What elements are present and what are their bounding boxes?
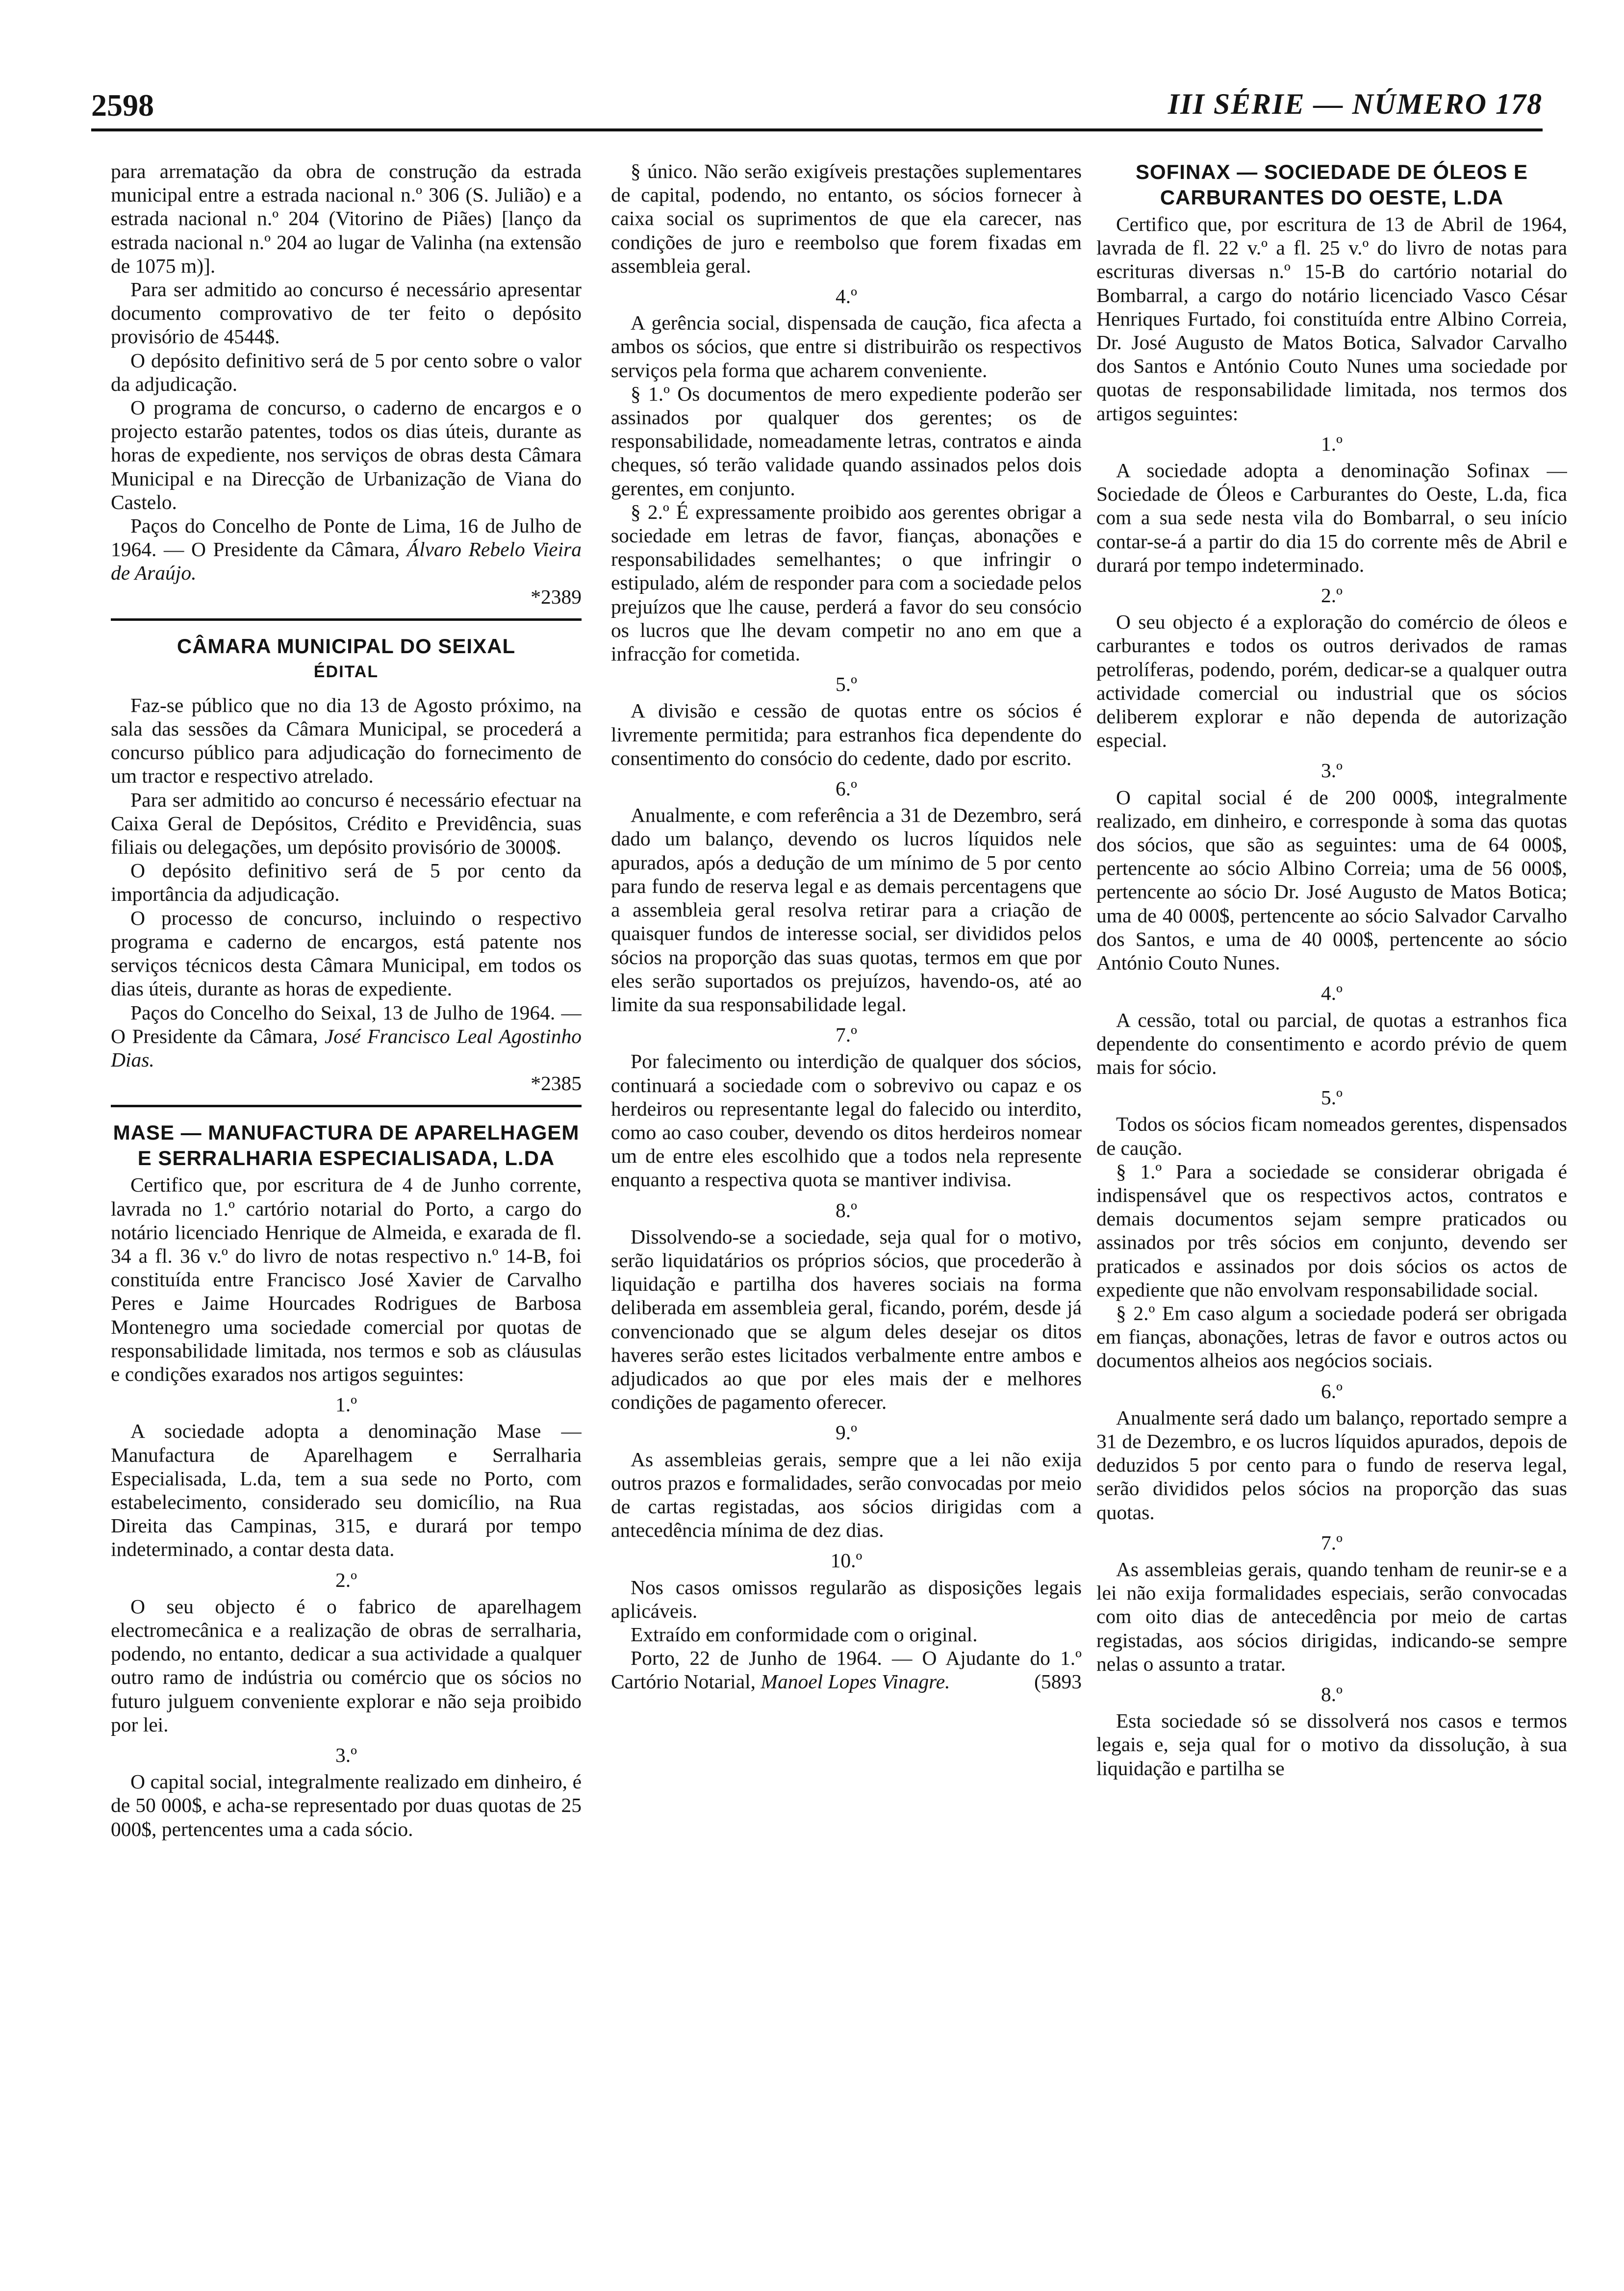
article-number: 4.º xyxy=(836,285,857,308)
paragraph: Por falecimento ou interdição de qualquer dos sócios, continuará a sociedade com o sobrevivo ou capaz e os herdeiros ou representante legal do falecido ou interdito, como ao caso couber, devendo os ditos herdeiros nomear um de entre eles escolhido que a todos nela represente enquanto a respectiva quota se mantiver indivisa. xyxy=(611,1050,1082,1191)
article-number: 1.º xyxy=(1321,432,1343,455)
paragraph: Todos os sócios ficam nomeados gerentes, dispensados de caução. xyxy=(1096,1113,1567,1159)
paragraph: O capital social, integralmente realizado em dinheiro, é de 50 000$, e acha-se representado por duas quotas de 25 000$, pertencentes uma a cada sócio. xyxy=(111,1770,582,1840)
article-number: 5.º xyxy=(1321,1086,1343,1109)
paragraph: A sociedade adopta a denominação Sofinax — Sociedade de Óleos e Carburantes do Oeste, L.da, fica com a sua sede nesta vila do Bombarral, o seu início contar-se-á a partir do dia 15 do corrente mês de Abril e durará por tempo indeterminado. xyxy=(1096,459,1567,576)
signature-paragraph xyxy=(111,514,582,585)
paragraph: § único. Não serão exigíveis prestações suplementares de capital, podendo, no entanto, os sócios fornecer à caixa social os suprimentos de que ela carecer, nas condições de juro e reembolso que forem fixadas em assembleia geral. xyxy=(611,160,1082,277)
article-number: 3.º xyxy=(1321,759,1343,782)
section-rule xyxy=(111,618,582,621)
signature-name: Manoel Lopes Vinagre. xyxy=(761,1670,950,1693)
paragraph: § 2.º Em caso algum a sociedade poderá ser obrigada em fianças, abonações, letras de favor e outros actos ou documentos alheios aos negócios sociais. xyxy=(1096,1301,1567,1372)
section-title: SOFINAX — SOCIEDADE DE ÓLEOS E CARBURANTES DO OESTE, L.DA xyxy=(1135,160,1528,209)
paragraph: As assembleias gerais, sempre que a lei não exija outros prazos e formalidades, serão convocadas por meio de cartas registadas, aos sócios dirigidas com a antecedência mínima de dez dias. xyxy=(611,1448,1082,1542)
signature-name: Álvaro Rebelo Vieira de Araújo. xyxy=(111,538,582,585)
paragraph: Para ser admitido ao concurso é necessário apresentar documento comprovativo de ter feito o depósito provisório de 4544$. xyxy=(111,278,582,348)
paragraph: Certifico que, por escritura de 13 de Abril de 1964, lavrada de fl. 22 v.º a fl. 25 v.º do livro de notas para escrituras diversas n.º 15-B do cartório notarial do Bombarral, a cargo do notário licenciado Vasco César Henriques Furtado, foi constituída entre Albino Correia, Dr. José Augusto de Matos Botica, Salvador Carvalho dos Santos e António Couto Nunes uma sociedade por quotas de responsabilidade limitada, nos termos dos artigos seguintes: xyxy=(1096,213,1567,425)
signature-text: Paços do Concelho de Ponte de Lima, 16 de Julho de 1964. — O Presidente da Câmara, xyxy=(111,514,582,561)
article-number: 3.º xyxy=(335,1743,357,1766)
article-number: 2.º xyxy=(335,1568,357,1591)
reference-number: (5893 xyxy=(1034,1670,1082,1693)
paragraph: Faz-se público que no dia 13 de Agosto próximo, na sala das sessões da Câmara Municipal, se procederá a concurso público para adjudicação do fornecimento de um tractor e respectivo atrelado. xyxy=(111,693,582,788)
article-number: 1.º xyxy=(335,1393,357,1416)
section-title: MASE — MANUFACTURA DE APARELHAGEM E SERRALHARIA ESPECIALISADA, L.DA xyxy=(113,1121,580,1170)
signature-name: José Francisco Leal Agostinho Dias. xyxy=(111,1024,582,1071)
series-label: III SÉRIE — NÚMERO 178 xyxy=(1167,88,1543,120)
article-number: 6.º xyxy=(836,777,857,800)
article-number: 7.º xyxy=(1321,1531,1343,1554)
paragraph: Anualmente, e com referência a 31 de Dezembro, será dado um balanço, devendo os lucros líquidos nele apurados, após a dedução de um mínimo de 5 por cento para fundo de reserva legal e as demais percentagens que a assembleia geral resolva retirar para a criação de quaisquer fundos de interesse social, ser divididos pelos sócios na proporção das suas quotas, termos em que por eles serão suportados os prejuízos, havendo-os, até ao limite da sua responsabilidade legal. xyxy=(611,804,1082,1016)
header-rule xyxy=(91,128,1543,131)
paragraph: Anualmente será dado um balanço, reportado sempre a 31 de Dezembro, e os lucros líquidos apurados, depois de deduzidos 5 por cento para o fundo de reserva legal, serão divididos pelos sócios na proporção das suas quotas. xyxy=(1096,1406,1567,1524)
paragraph: O depósito definitivo será de 5 por cento da importância da adjudicação. xyxy=(111,859,582,906)
signature-text: Paços do Concelho do Seixal, 13 de Julho de 1964. — O Presidente da Câmara, xyxy=(111,1001,582,1047)
article-number: 5.º xyxy=(836,673,857,696)
signature-paragraph xyxy=(111,1001,582,1072)
article-number: 10.º xyxy=(830,1549,863,1572)
section-title: CÂMARA MUNICIPAL DO SEIXAL xyxy=(177,634,516,658)
article-number: 2.º xyxy=(1321,584,1343,607)
paragraph: Dissolvendo-se a sociedade, seja qual for o motivo, serão liquidatários os próprios sócios, que procederão à liquidação e partilha dos haveres sociais na forma deliberada em assembleia geral, ficando, porém, desde já convencionado que se algum deles desejar os ditos haveres serão estes licitados verbalmente entre ambos e adjudicados ao que por eles mais der e melhores condições de pagamento oferecer. xyxy=(611,1225,1082,1414)
page-number: 2598 xyxy=(91,88,154,123)
paragraph: O capital social é de 200 000$, integralmente realizado, em dinheiro, e corresponde à soma das quotas dos sócios, que são as seguintes: uma de 64 000$, pertencente ao sócio Albino Correia; uma de 56 000$, pertencente ao sócio Dr. José Augusto de Matos Botica; uma de 40 000$, pertencente ao sócio Salvador Carvalho dos Santos, e uma de 40 000$, pertencente ao sócio António Couto Nunes. xyxy=(1096,786,1567,974)
section-subtitle: ÉDITAL xyxy=(313,662,379,681)
signature-text: Porto, 22 de Junho de 1964. — O Ajudante do 1.º Cartório Notarial, xyxy=(611,1647,1082,1693)
paragraph: § 1.º Para a sociedade se considerar obrigada é indispensável que os respectivos actos, contratos e demais documentos sejam sempre praticados ou assinados por três sócios em conjunto, devendo ser praticados e assinados por dois sócios os actos de expediente que não envolvam responsabilidade social. xyxy=(1096,1160,1567,1301)
article-number: 8.º xyxy=(1321,1682,1343,1706)
paragraph: § 1.º Os documentos de mero expediente poderão ser assinados por qualquer dos gerentes; os de responsabilidade, nomeadamente letras, contratos e ainda cheques, só terão validade quando assinados pelos dois gerentes, em conjunto. xyxy=(611,382,1082,500)
section-rule xyxy=(111,1105,582,1107)
paragraph: Nos casos omissos regularão as disposições legais aplicáveis. xyxy=(611,1576,1082,1622)
reference-number: *2389 xyxy=(531,585,582,608)
paragraph: O seu objecto é a exploração do comércio de óleos e carburantes e todos os outros derivados de ramas petrolíferas, podendo, porém, dedicar-se a qualquer outra actividade comercial ou industrial que os sócios deliberem explorar e não dependa de autorização especial. xyxy=(1096,611,1567,752)
paragraph: Para ser admitido ao concurso é necessário efectuar na Caixa Geral de Depósitos, Crédito e Previdência, suas filiais ou delegações, um depósito provisório de 3000$. xyxy=(111,788,582,859)
paragraph: para arrematação da obra de construção da estrada municipal entre a estrada nacional n.º 306 (S. Julião) e a estrada nacional n.º 204 (Vitorino de Piães) [lanço da estrada nacional n.º 204 ao lugar de Valinha (na extensão de 1075 m)]. xyxy=(111,160,582,277)
article-number: 7.º xyxy=(836,1023,857,1046)
reference-number: *2385 xyxy=(531,1072,582,1095)
paragraph: O processo de concurso, incluindo o respectivo programa e caderno de encargos, está patente nos serviços técnicos desta Câmara Municipal, em todos os dias úteis, durante as horas de expediente. xyxy=(111,906,582,1000)
paragraph: A divisão e cessão de quotas entre os sócios é livremente permitida; para estranhos fica dependente do consentimento do consócio do cedente, dado por escrito. xyxy=(611,699,1082,769)
paragraph: O depósito definitivo será de 5 por cento sobre o valor da adjudicação. xyxy=(111,349,582,395)
article-number: 8.º xyxy=(836,1198,857,1222)
paragraph: A gerência social, dispensada de caução, fica afecta a ambos os sócios, que entre si distribuirão os respectivos serviços pela forma que acharem conveniente. xyxy=(611,311,1082,382)
paragraph: O programa de concurso, o caderno de encargos e o projecto estarão patentes, todos os dias úteis, durante as horas de expediente, nos serviços de obras desta Câmara Municipal e na Direcção de Urbanização de Viana do Castelo. xyxy=(111,396,582,513)
paragraph: Certifico que, por escritura de 4 de Junho corrente, lavrada no 1.º cartório notarial do Porto, a cargo do notário licenciado Henrique de Almeida, e exarada de fl. 34 a fl. 36 v.º do livro de notas respectivo n.º 14-B, foi constituída entre Francisco José Xavier de Carvalho Peres e Jaime Hourcades Rodrigues de Barbosa Montenegro uma sociedade comercial por quotas de responsabilidade limitada, nos termos e sob as cláusulas e condições exarados nos artigos seguintes: xyxy=(111,1173,582,1385)
column-1 xyxy=(111,159,582,2253)
paragraph: § 2.º É expressamente proibido aos gerentes obrigar a sociedade em letras de favor, fianças, abonações e responsabilidades semelhantes; o que infringir o estipulado, além de responder para com a sociedade pelos prejuízos que lhe cause, perderá a favor do seu consócio os lucros que lhe devam competir no ano em que a infracção for cometida. xyxy=(611,500,1082,665)
paragraph: As assembleias gerais, quando tenham de reunir-se e a lei não exija formalidades especiais, serão convocadas com oito dias de antecedência por meio de cartas registadas, aos sócios dirigidas, indicando-se sempre nelas o assunto a tratar. xyxy=(1096,1557,1567,1675)
paragraph: A cessão, total ou parcial, de quotas a estranhos fica dependente do consentimento e acordo prévio de quem mais for sócio. xyxy=(1096,1008,1567,1078)
column-2 xyxy=(611,159,1082,2253)
paragraph: A sociedade adopta a denominação Mase — Manufactura de Aparelhagem e Serralharia Especialisada, L.da, tem a sua sede no Porto, com estabelecimento, considerado seu domicílio, na Rua Direita das Campinas, 315, e durará por tempo indeterminado, a contar desta data. xyxy=(111,1420,582,1561)
paragraph: O seu objecto é o fabrico de aparelhagem electromecânica e a realização de obras de serralharia, podendo, no entanto, dedicar a sua actividade a qualquer outro ramo de indústria ou comércio que os sócios no futuro julguem conveniente explorar e não seja proibido por lei. xyxy=(111,1595,582,1736)
article-number: 4.º xyxy=(1321,982,1343,1005)
paragraph: Extraído em conformidade com o original. xyxy=(631,1623,978,1646)
article-number: 9.º xyxy=(836,1421,857,1444)
column-3 xyxy=(1096,159,1567,2253)
paragraph: Esta sociedade só se dissolverá nos casos e termos legais e, seja qual for o motivo da dissolução, à sua liquidação e partilha se xyxy=(1096,1709,1567,1780)
signature-paragraph xyxy=(611,1646,1082,1693)
article-number: 6.º xyxy=(1321,1379,1343,1402)
